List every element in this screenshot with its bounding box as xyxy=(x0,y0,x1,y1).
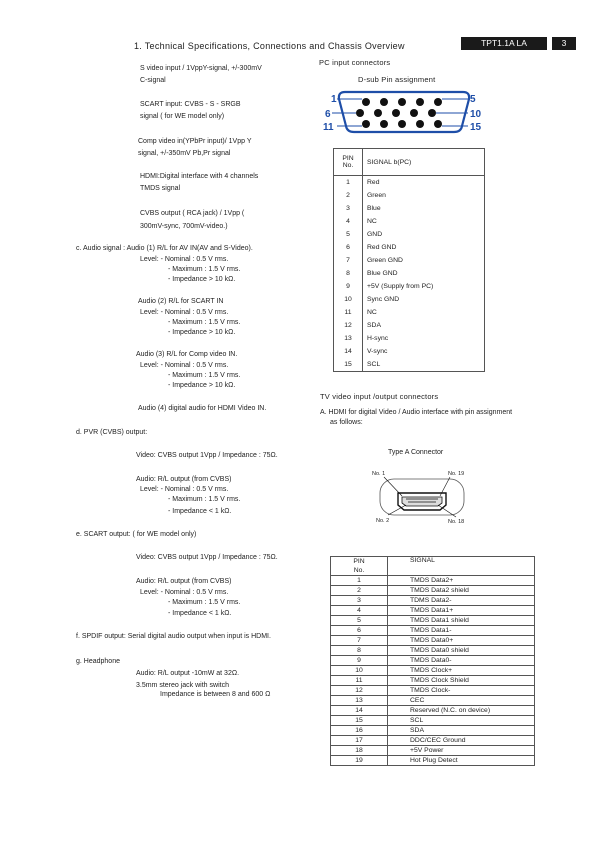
pc-signal-cell: Green GND xyxy=(367,257,403,264)
pc-pin-cell: 11 xyxy=(334,306,363,319)
hdmi-row xyxy=(331,606,535,616)
conn-label-no19: No. 19 xyxy=(448,471,465,477)
page-number: 3 xyxy=(552,37,576,50)
pc-signal-cell: +5V (Supply from PC) xyxy=(367,283,434,290)
pc-pin-cell: 7 xyxy=(334,254,363,267)
hdmi-row xyxy=(331,716,535,726)
hdmi-signal-cell: Hot Plug Detect xyxy=(388,756,535,766)
hdmi-signal-cell: +5V Power xyxy=(388,746,535,756)
audio3-heading: Audio (3) R/L for Comp video IN. xyxy=(136,351,238,358)
audio2-impedance: - Impedance > 10 kΩ. xyxy=(168,329,236,336)
pc-pin-cell: 14 xyxy=(334,345,363,358)
hdmi-pin-cell: 18 xyxy=(331,746,388,756)
hdmi-row xyxy=(331,756,535,766)
cvbs-out-line-1: CVBS output ( RCA jack) / 1Vpp ( xyxy=(140,210,245,217)
pc-pin-cell: 13 xyxy=(334,332,363,345)
pc-signal-cell: Blue xyxy=(367,205,381,212)
audio2-level-max: - Maximum : 1.5 V rms. xyxy=(168,319,241,326)
hdmi-pin-cell: 13 xyxy=(331,696,388,706)
hdmi-in-line-1: HDMI:Digital interface with 4 channels xyxy=(140,173,259,180)
scart-in-line-2: signal ( for WE model only) xyxy=(140,113,225,120)
conn-label-no2: No. 2 xyxy=(376,518,390,524)
pc-row xyxy=(334,267,485,280)
hdmi-signal-cell: SCL xyxy=(388,716,535,726)
hdmi-table-header-pin: PIN No. xyxy=(331,557,388,576)
pc-row xyxy=(334,293,485,306)
audio3-level-max: - Maximum : 1.5 V rms. xyxy=(168,372,241,379)
dsub-connector-diagram xyxy=(320,86,490,136)
scart-out-video: Video: CVBS output 1Vpp / Impedance : 75Ω. xyxy=(136,554,278,561)
dsub-label-5: 5 xyxy=(470,94,476,105)
hdmi-signal-cell: TMDS Data1- xyxy=(388,626,535,636)
hdmi-connector-diagram xyxy=(368,465,478,527)
pc-table-header-signal: SIGNAL b(PC) xyxy=(363,149,485,176)
dsub-label-10: 10 xyxy=(470,109,482,120)
hdmi-pin-cell: 16 xyxy=(331,726,388,736)
spdif-line: f. SPDIF output: Serial digital audio output when input is HDMI. xyxy=(76,633,271,640)
hdmi-table-header-signal: SIGNAL xyxy=(388,557,535,576)
hdmi-pin-cell: 6 xyxy=(331,626,388,636)
hdmi-row xyxy=(331,706,535,716)
pc-signal-cell: SDA xyxy=(367,322,381,329)
hdmi-row xyxy=(331,596,535,606)
hdmi-signal-cell: CEC xyxy=(388,696,535,706)
scart-out-level-nominal: Level: - Nominal : 0.5 V rms. xyxy=(140,589,229,596)
hdmi-signal-cell: TMDS Data1+ xyxy=(388,606,535,616)
audio-signal-heading: c. Audio signal : Audio (1) R/L for AV IN(AV and S-Video). xyxy=(76,245,253,252)
comp-in-line-2: signal, +/-350mV Pb,Pr signal xyxy=(138,150,231,157)
pc-row xyxy=(334,254,485,267)
pc-pin-table xyxy=(333,148,485,372)
pc-pin-cell: 6 xyxy=(334,241,363,254)
pc-pin-cell: 3 xyxy=(334,202,363,215)
pc-signal-cell: Red xyxy=(367,179,380,186)
hdmi-signal-cell: TMDS Data0 shield xyxy=(388,646,535,656)
pc-connectors-heading: PC input connectors xyxy=(319,58,391,67)
hdmi-signal-cell: DDC/CEC Ground xyxy=(388,736,535,746)
hdmi-signal-cell: TMDS Data1 shield xyxy=(388,616,535,626)
pc-pin-cell: 15 xyxy=(334,358,363,372)
pc-pin-cell: 10 xyxy=(334,293,363,306)
audio3-level-nominal: Level: - Nominal : 0.5 V rms. xyxy=(140,362,229,369)
hdmi-pin-cell: 15 xyxy=(331,716,388,726)
pc-row xyxy=(334,189,485,202)
headphone-audio: Audio: R/L output -10mW at 32Ω. xyxy=(136,670,240,677)
hdmi-signal-cell: TDMS Data2- xyxy=(388,596,535,606)
pc-signal-cell: Red GND xyxy=(367,244,397,251)
hdmi-row xyxy=(331,626,535,636)
pc-row xyxy=(334,306,485,319)
hdmi-pin-table xyxy=(330,556,535,766)
cvbs-out-line-2: 300mV-sync, 700mV-video.) xyxy=(140,223,228,230)
hdmi-pin-cell: 4 xyxy=(331,606,388,616)
hdmi-row xyxy=(331,616,535,626)
hdmi-pin-cell: 11 xyxy=(331,676,388,686)
headphone-impedance: Impedance is between 8 and 600 Ω xyxy=(160,691,271,698)
pvr-level-nominal: Level: - Nominal : 0.5 V rms. xyxy=(140,486,229,493)
pc-row xyxy=(334,202,485,215)
hdmi-in-line-2: TMDS signal xyxy=(140,185,181,192)
conn-label-no1: No. 1 xyxy=(372,471,386,477)
dsub-heading: D-sub Pin assignment xyxy=(358,75,436,84)
pvr-audio-heading: Audio: R/L output (from CVBS) xyxy=(136,476,232,483)
hdmi-pin-cell: 17 xyxy=(331,736,388,746)
pc-pin-cell: 4 xyxy=(334,215,363,228)
pc-row xyxy=(334,241,485,254)
hdmi-row xyxy=(331,686,535,696)
hdmi-pin-cell: 2 xyxy=(331,586,388,596)
svideo-line-2: C-signal xyxy=(140,77,166,84)
hdmi-pin-cell: 7 xyxy=(331,636,388,646)
model-badge: TPT1.1A LA xyxy=(461,37,547,50)
pvr-level-max: - Maximum : 1.5 V rms. xyxy=(168,496,241,503)
hdmi-signal-cell: TMDS Data2 shield xyxy=(388,586,535,596)
hdmi-desc-line-1: A. HDMI for digital Video / Audio interface with pin assignment xyxy=(320,409,513,416)
hdmi-signal-cell: TMDS Clock- xyxy=(388,686,535,696)
scart-out-impedance: - Impedance < 1 kΩ. xyxy=(168,610,232,617)
headphone-heading: g. Headphone xyxy=(76,658,120,665)
hdmi-pin-cell: 14 xyxy=(331,706,388,716)
pc-signal-cell: H-sync xyxy=(367,335,389,342)
scart-out-heading: e. SCART output: ( for WE model only) xyxy=(76,531,197,538)
audio1-impedance: - Impedance > 10 kΩ. xyxy=(168,276,236,283)
pvr-video: Video: CVBS output 1Vpp / Impedance : 75Ω. xyxy=(136,452,278,459)
pc-pin-cell: 9 xyxy=(334,280,363,293)
dsub-label-11: 11 xyxy=(323,122,334,133)
hdmi-signal-cell: TMDS Data2+ xyxy=(388,576,535,586)
audio3-impedance: - Impedance > 10 kΩ. xyxy=(168,382,236,389)
dsub-label-15: 15 xyxy=(470,122,482,133)
conn-label-no18: No. 18 xyxy=(448,519,465,525)
hdmi-row xyxy=(331,646,535,656)
audio1-level-nominal: Level: - Nominal : 0.5 V rms. xyxy=(140,256,229,263)
svideo-line-1: S video input / 1VppY-signal, +/-300mV xyxy=(140,65,262,72)
scart-in-line-1: SCART input: CVBS - S - SRGB xyxy=(140,101,241,108)
pvr-impedance: - Impedance < 1 kΩ. xyxy=(168,508,232,515)
hdmi-pin-cell: 9 xyxy=(331,656,388,666)
hdmi-row xyxy=(331,576,535,586)
hdmi-pin-cell: 8 xyxy=(331,646,388,656)
hdmi-signal-cell: TMDS Data0+ xyxy=(388,636,535,646)
audio2-level-nominal: Level: - Nominal : 0.5 V rms. xyxy=(140,309,229,316)
pc-row xyxy=(334,228,485,241)
pc-signal-cell: Sync GND xyxy=(367,296,400,303)
hdmi-signal-cell: TMDS Clock+ xyxy=(388,666,535,676)
pc-pin-cell: 12 xyxy=(334,319,363,332)
page-title: 1. Technical Specifications, Connections and Chassis Overview xyxy=(134,41,405,51)
pc-signal-cell: Green xyxy=(367,192,386,199)
pc-signal-cell: Blue GND xyxy=(367,270,398,277)
hdmi-signal-cell: SDA xyxy=(388,726,535,736)
pc-row xyxy=(334,358,485,372)
scart-out-level-max: - Maximum : 1.5 V rms. xyxy=(168,599,241,606)
hdmi-pin-cell: 3 xyxy=(331,596,388,606)
comp-in-line-1: Comp video in(YPbPr input)/ 1Vpp Y xyxy=(138,138,252,145)
hdmi-row xyxy=(331,656,535,666)
pc-signal-cell: NC xyxy=(367,218,377,225)
pc-row xyxy=(334,280,485,293)
hdmi-row xyxy=(331,726,535,736)
hdmi-row xyxy=(331,736,535,746)
pc-signal-cell: GND xyxy=(367,231,383,238)
pc-row xyxy=(334,345,485,358)
hdmi-pin-cell: 5 xyxy=(331,616,388,626)
hdmi-pin-cell: 19 xyxy=(331,756,388,766)
pc-table-header-pin: PIN No. xyxy=(334,149,363,176)
scart-out-audio-heading: Audio: R/L output (from CVBS) xyxy=(136,578,232,585)
tv-connectors-heading: TV video input /output connectors xyxy=(320,392,439,401)
connector-title: Type A Connector xyxy=(388,449,444,456)
hdmi-row xyxy=(331,636,535,646)
pc-pin-cell: 2 xyxy=(334,189,363,202)
pc-row xyxy=(334,319,485,332)
headphone-jack: 3.5mm stereo jack with switch xyxy=(136,682,229,689)
pc-pin-cell: 5 xyxy=(334,228,363,241)
audio4-hdmi: Audio (4) digital audio for HDMI Video IN. xyxy=(138,405,267,412)
pc-row xyxy=(334,215,485,228)
audio1-level-max: - Maximum : 1.5 V rms. xyxy=(168,266,241,273)
hdmi-pin-cell: 12 xyxy=(331,686,388,696)
hdmi-desc-line-2: as follows: xyxy=(330,419,363,426)
hdmi-row xyxy=(331,746,535,756)
hdmi-signal-cell: TMDS Data0- xyxy=(388,656,535,666)
hdmi-signal-cell: TMDS Clock Shield xyxy=(388,676,535,686)
pvr-heading: d. PVR (CVBS) output: xyxy=(76,429,148,436)
pc-pin-cell: 1 xyxy=(334,176,363,190)
audio2-heading: Audio (2) R/L for SCART IN xyxy=(138,298,224,305)
pc-signal-cell: NC xyxy=(367,309,377,316)
dsub-label-6: 6 xyxy=(325,109,331,120)
hdmi-row xyxy=(331,696,535,706)
dsub-label-1: 1 xyxy=(331,94,337,105)
pc-signal-cell: SCL xyxy=(367,361,381,368)
hdmi-row xyxy=(331,586,535,596)
hdmi-signal-cell: Reserved (N.C. on device) xyxy=(388,706,535,716)
hdmi-row xyxy=(331,676,535,686)
hdmi-pin-cell: 1 xyxy=(331,576,388,586)
pc-pin-cell: 8 xyxy=(334,267,363,280)
pc-row xyxy=(334,176,485,190)
pc-signal-cell: V-sync xyxy=(367,348,388,355)
hdmi-pin-cell: 10 xyxy=(331,666,388,676)
pc-row xyxy=(334,332,485,345)
hdmi-row xyxy=(331,666,535,676)
